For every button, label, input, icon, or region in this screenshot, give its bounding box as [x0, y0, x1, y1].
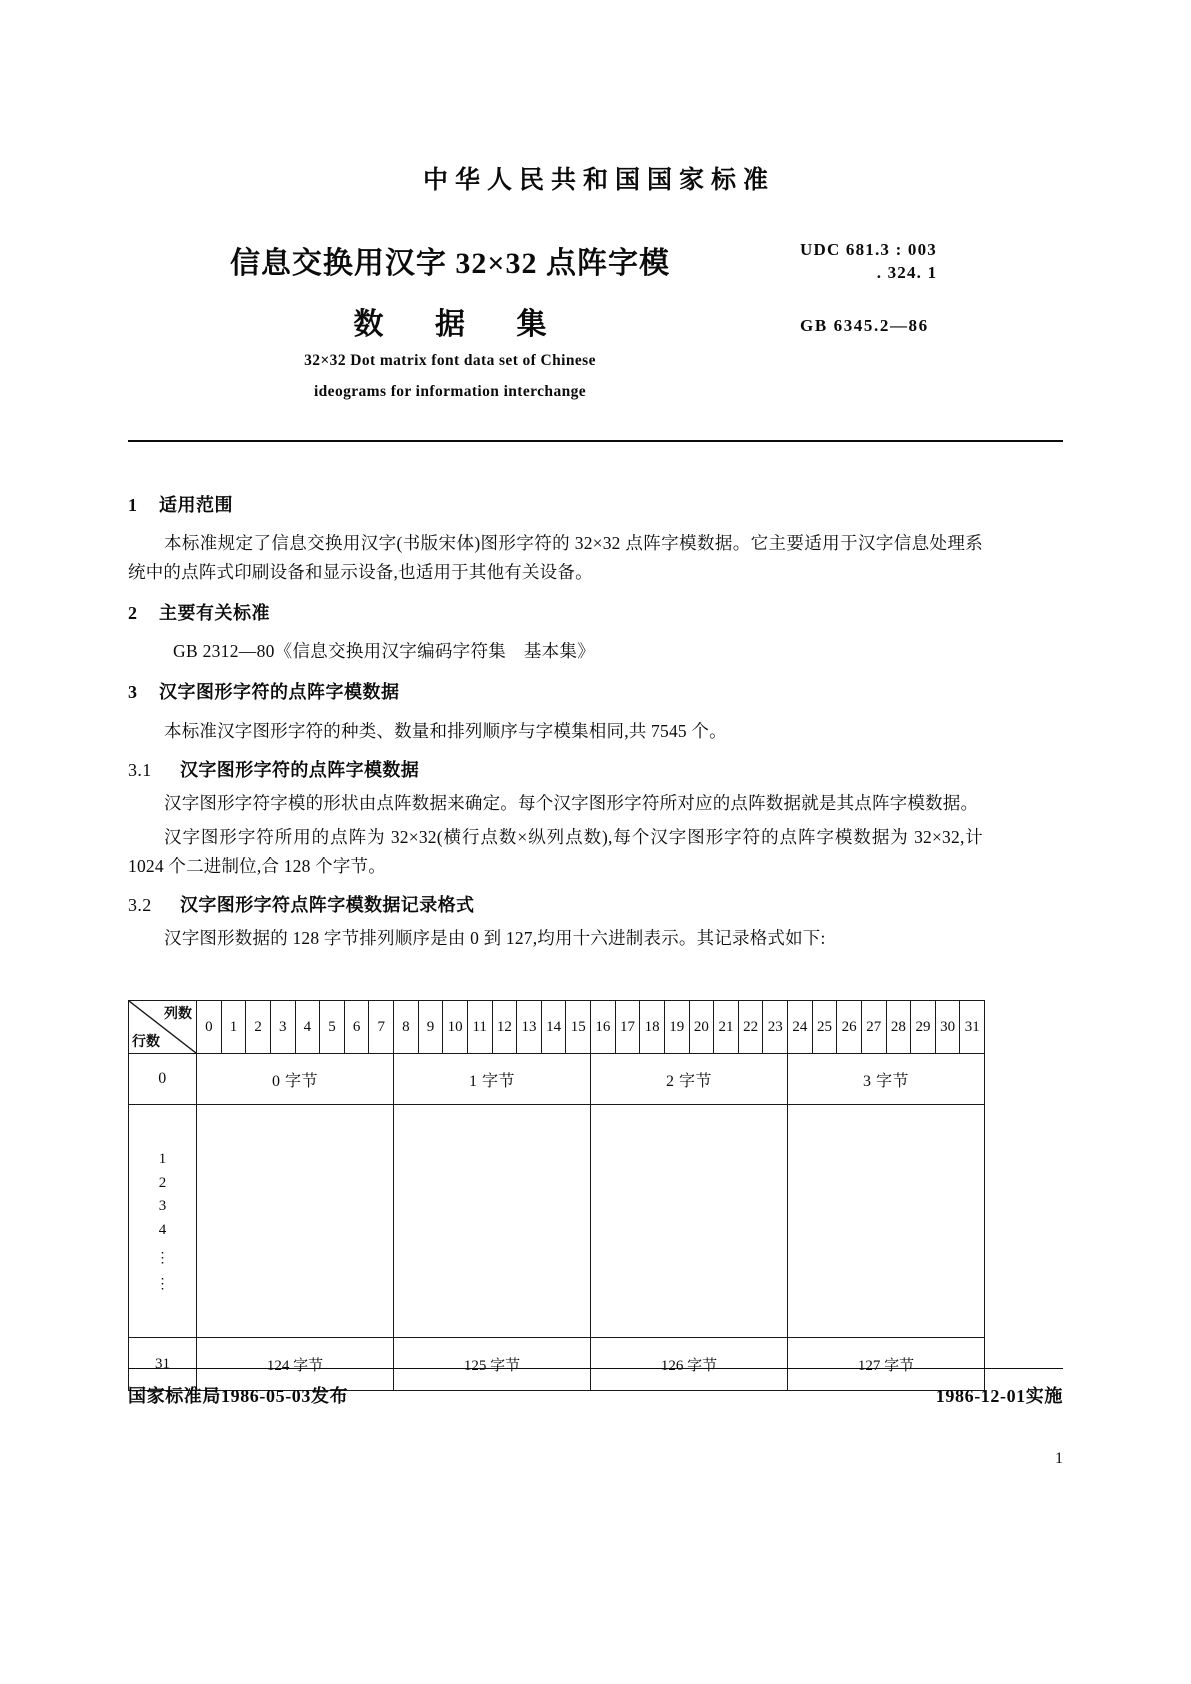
column-number-header: 14 [541, 1001, 566, 1054]
column-number-header: 18 [640, 1001, 665, 1054]
empty-byte-cell [197, 1105, 394, 1338]
column-number-header: 20 [689, 1001, 714, 1054]
vertical-ellipsis: ⋮ [155, 1250, 170, 1266]
table-row [129, 1054, 985, 1105]
column-number-header: 30 [935, 1001, 960, 1054]
column-number-header: 22 [738, 1001, 763, 1054]
column-number-header: 13 [517, 1001, 542, 1054]
column-number-header: 17 [615, 1001, 640, 1054]
document-title-line1: 信息交换用汉字 32×32 点阵字模 [229, 247, 671, 280]
row-number-label: 4 [158, 1222, 167, 1239]
column-number-header: 31 [960, 1001, 985, 1054]
byte-label-cell: 125 字节 [394, 1338, 591, 1391]
section-3-paragraph: 本标准汉字图形字符的种类、数量和排列顺序与字模集相同,共 7545 个。 [164, 720, 727, 741]
column-number-header: 15 [566, 1001, 591, 1054]
row-number-range-cell [129, 1105, 197, 1338]
record-format-table [128, 1000, 985, 1391]
row-number-label: 2 [158, 1174, 167, 1191]
column-number-header: 27 [861, 1001, 886, 1054]
vertical-ellipsis: ⋮ [155, 1276, 170, 1292]
row-number-cell: 0 [129, 1054, 197, 1105]
byte-label-cell: 2 字节 [591, 1054, 788, 1105]
column-number-header: 26 [837, 1001, 862, 1054]
section-1-title: 适用范围 [159, 495, 233, 515]
column-number-header: 16 [591, 1001, 616, 1054]
document-body [128, 478, 983, 959]
column-number-header: 8 [394, 1001, 419, 1054]
english-subtitle-line2: ideograms for information interchange [313, 383, 587, 400]
section-1-paragraph: 本标准规定了信息交换用汉字(书版宋体)图形字符的 32×32 点阵字模数据。它主要适用于汉字信息处理系统中的点阵式印刷设备和显示设备,也适用于其他有关设备。 [128, 533, 983, 582]
byte-label-cell: 126 字节 [591, 1338, 788, 1391]
national-standard-heading: 中华人民共和国国家标准 [422, 167, 775, 194]
udc-code-line1: UDC 681.3 : 003 [800, 240, 937, 259]
section-3-number: 3 [128, 682, 138, 703]
column-number-header: 4 [295, 1001, 320, 1054]
table-header-row [129, 1001, 985, 1054]
section-2-title: 主要有关标准 [159, 602, 270, 623]
row-axis-label: 行数 [132, 1035, 160, 1050]
empty-byte-cell [788, 1105, 985, 1338]
column-number-header: 21 [714, 1001, 739, 1054]
column-axis-label: 列数 [164, 1007, 192, 1022]
section-1-number: 1 [128, 495, 138, 515]
record-format-table-wrapper [128, 1000, 984, 1391]
issue-statement: 国家标准局1986-05-03发布 [128, 1386, 349, 1406]
section-3-title: 汉字图形字符的点阵字模数据 [159, 682, 400, 703]
title-block [130, 238, 770, 343]
column-number-header: 23 [763, 1001, 788, 1054]
column-number-header: 12 [492, 1001, 517, 1054]
section-2-reference: GB 2312—80《信息交换用汉字编码字符集 基本集》 [173, 641, 596, 661]
byte-label-cell: 0 字节 [197, 1054, 394, 1105]
empty-byte-cell [591, 1105, 788, 1338]
column-number-header: 10 [443, 1001, 468, 1054]
section-1-heading [128, 491, 983, 520]
section-3-heading [128, 678, 983, 707]
column-number-header: 2 [246, 1001, 271, 1054]
column-number-header: 7 [369, 1001, 394, 1054]
section-2-heading [128, 599, 983, 628]
column-number-header: 1 [221, 1001, 246, 1054]
column-number-header: 6 [344, 1001, 369, 1054]
column-number-header: 25 [812, 1001, 837, 1054]
footer-divider-rule [128, 1368, 1063, 1369]
english-subtitle-line1: 32×32 Dot matrix font data set of Chinese [304, 352, 596, 369]
section-3-1-paragraph-2: 汉字图形字符所用的点阵为 32×32(横行点数×纵列点数),每个汉字图形字符的点阵字模数据为 32×32,计 1024 个二进制位,合 128 个字节。 [128, 827, 983, 876]
table-corner-header [129, 1001, 197, 1054]
column-number-header: 5 [320, 1001, 345, 1054]
header-divider-rule [128, 440, 1063, 442]
udc-code-line2: . 324. 1 [876, 263, 938, 282]
byte-label-cell: 1 字节 [394, 1054, 591, 1105]
row-number-cell: 31 [129, 1338, 197, 1391]
column-number-header: 3 [270, 1001, 295, 1054]
section-3-1-heading [128, 756, 983, 785]
byte-label-cell: 124 字节 [197, 1338, 394, 1391]
table-row [129, 1105, 985, 1338]
column-number-header: 0 [197, 1001, 222, 1054]
section-3-1-number: 3.1 [128, 759, 152, 780]
gb-standard-number: GB 6345.2—86 [800, 316, 929, 335]
column-number-header: 9 [418, 1001, 443, 1054]
row-number-label: 3 [158, 1198, 167, 1215]
document-title-line2: 数 据 集 [353, 308, 569, 341]
column-number-header: 24 [788, 1001, 813, 1054]
byte-label-cell: 3 字节 [788, 1054, 985, 1105]
effective-statement: 1986-12-01实施 [935, 1386, 1063, 1406]
page-number: 1 [1055, 1450, 1063, 1467]
standard-codes [800, 240, 1040, 336]
section-2-number: 2 [128, 602, 138, 623]
english-subtitle [130, 345, 770, 407]
section-3-1-title: 汉字图形字符的点阵字模数据 [180, 759, 420, 780]
section-3-2-title: 汉字图形字符点阵字模数据记录格式 [180, 895, 475, 916]
section-3-2-paragraph: 汉字图形数据的 128 字节排列顺序是由 0 到 127,均用十六进制表示。其记录格式如下: [164, 928, 826, 949]
empty-byte-cell [394, 1105, 591, 1338]
column-number-header: 29 [911, 1001, 936, 1054]
section-3-2-heading [128, 891, 983, 920]
section-3-2-number: 3.2 [128, 895, 152, 916]
masthead [0, 160, 1191, 196]
column-number-header: 19 [664, 1001, 689, 1054]
byte-label-cell: 127 字节 [788, 1338, 985, 1391]
row-number-label: 1 [158, 1150, 167, 1167]
column-number-header: 28 [886, 1001, 911, 1054]
column-number-header: 11 [467, 1001, 492, 1054]
section-3-1-paragraph-1: 汉字图形字符字模的形状由点阵数据来确定。每个汉字图形字符所对应的点阵数据就是其点阵字模数据。 [164, 793, 979, 813]
